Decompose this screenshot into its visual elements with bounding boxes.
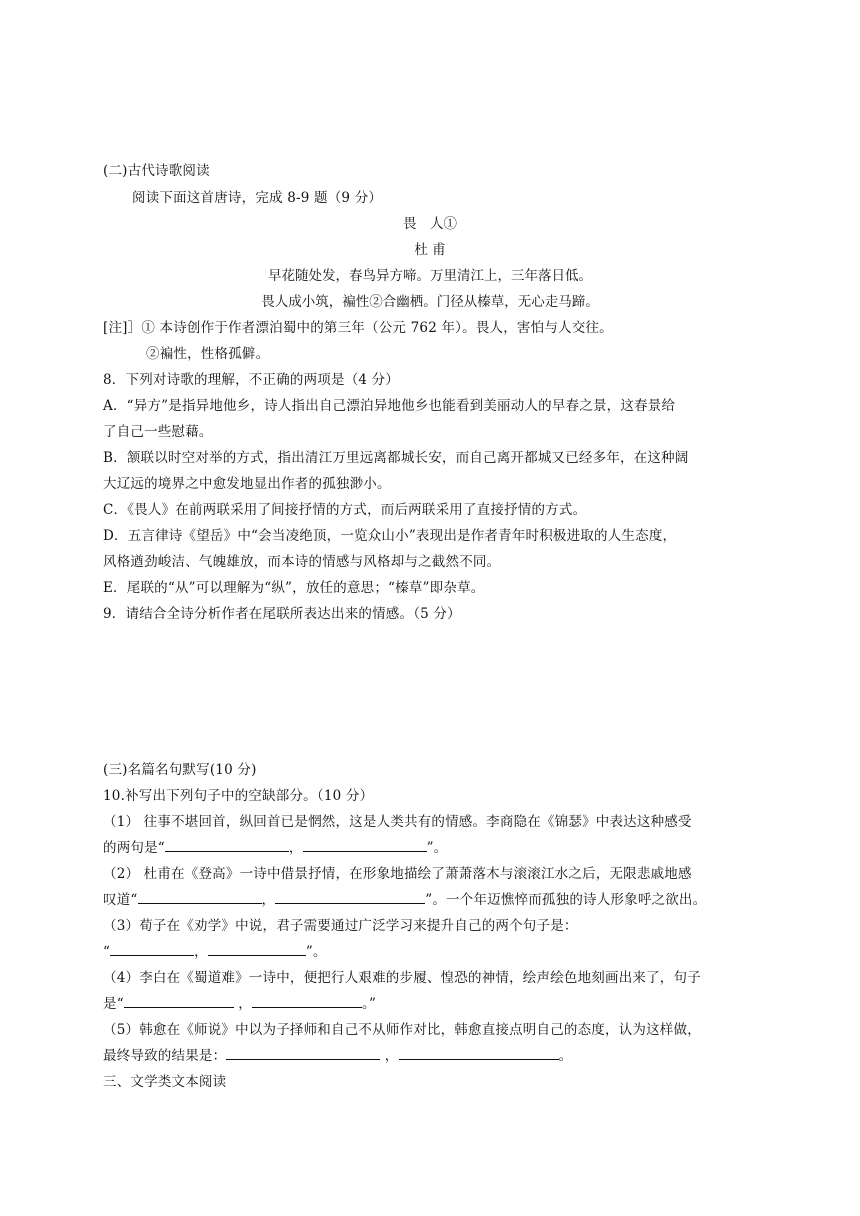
answer-blank[interactable]	[138, 891, 262, 904]
q8-option-d-line-1: D．五言律诗《望岳》中“会当凌绝顶，一览众山小”表现出是作者青年时积极进取的人生态度，	[103, 528, 677, 544]
answer-blank[interactable]	[399, 1047, 559, 1060]
q10-item-5-line-2	[103, 1047, 572, 1065]
poem-line-1: 早花随处发，春鸟异方啼。万里清江上，三年落日低。	[268, 268, 592, 284]
q8-option-e: E．尾联的“从”可以理解为“纵”，放任的意思；“榛草”即杂草。	[103, 580, 485, 596]
answer-blank[interactable]	[275, 891, 425, 904]
q10-item-3-prefix: “	[103, 944, 111, 960]
q10-item-1-line-1: （1） 往事不堪回首，纵回首已是惘然，这是人类共有的情感。李商隐在《锦瑟》中表达这种感受	[103, 814, 692, 830]
reading-instruction: 阅读下面这首唐诗，完成 8-9 题（9 分）	[132, 190, 383, 206]
answer-blank[interactable]	[208, 943, 306, 956]
q10-item-4-line-1: （4）李白在《蜀道难》一诗中，便把行人艰难的步履、惶恐的神情，绘声绘色地刻画出来了，句子	[103, 970, 701, 986]
q10-item-5-prefix: 最终导致的结果是：	[103, 1048, 227, 1064]
answer-blank[interactable]	[165, 839, 289, 852]
q8-option-d-line-2: 风格遒劲峻洁、气魄雄放，而本诗的情感与风格却与之截然不同。	[103, 554, 501, 570]
answer-blank[interactable]	[124, 995, 234, 1008]
q10-item-2-line-2	[103, 891, 706, 909]
poem-title: 畏 人①	[403, 216, 457, 232]
section-heading-dictation: (三)名篇名句默写(10 分)	[103, 762, 257, 778]
answer-blank[interactable]	[252, 995, 362, 1008]
q8-option-b-line-2: 大辽远的境界之中愈发地显出作者的孤独渺小。	[103, 476, 391, 492]
q10-item-5-line-1: （5）韩愈在《师说》中以为子择师和自己不从师作对比，韩愈直接点明自己的态度，认为这样做，	[103, 1022, 701, 1038]
q10-item-2-prefix: 叹道“	[103, 892, 138, 908]
q10-item-1-prefix: 的两句是“	[103, 840, 165, 856]
q10-item-4-prefix: 是“	[103, 996, 124, 1012]
q10-item-2-suffix: ”。一个年迈憔悴而孤独的诗人形象呼之欲出。	[425, 892, 707, 908]
question-8-stem: 8．下列对诗歌的理解，不正确的两项是（4 分）	[103, 372, 400, 388]
poem-note-1: [注]］① 本诗创作于作者漂泊蜀中的第三年（公元 762 年）。畏人，害怕与人交往。	[103, 320, 613, 336]
answer-blank[interactable]	[303, 839, 427, 852]
q10-item-4-comma: ，	[233, 996, 253, 1012]
poem-line-2: 畏人成小筑，褊性②合幽栖。门径从榛草，无心走马蹄。	[261, 294, 599, 310]
q10-item-5-suffix: 。	[558, 1048, 573, 1064]
q8-option-c: C．《畏人》在前两联采用了间接抒情的方式，而后两联采用了直接抒情的方式。	[103, 502, 587, 518]
q10-item-3-comma: ，	[194, 944, 208, 960]
q10-item-3-suffix: ”。	[305, 944, 327, 960]
q10-item-3-line-1: （3）荀子在《劝学》中说，君子需要通过广泛学习来提升自己的两个句子是：	[103, 918, 578, 934]
answer-blank[interactable]	[226, 1047, 380, 1060]
q8-option-a-line-2: 了自己一些慰藉。	[103, 424, 213, 440]
q10-item-4-line-2	[103, 995, 376, 1013]
poem-author: 杜 甫	[414, 242, 446, 258]
poem-note-2: ②褊性，性格孤僻。	[146, 346, 270, 362]
q8-option-b-line-1: B．颔联以时空对举的方式，指出清江万里远离都城长安，而自己离开都城又已经多年，在这种阔	[103, 450, 689, 466]
question-10-stem: 10.补写出下列句子中的空缺部分。（10 分）	[103, 788, 374, 804]
q8-option-a-line-1: A．“异方”是指异地他乡，诗人指出自己漂泊异地他乡也能看到美丽动人的早春之景，这春景给	[103, 398, 676, 414]
question-9: 9．请结合全诗分析作者在尾联所表达出来的情感。（5 分）	[103, 606, 461, 622]
section-heading-literary-reading: 三、文学类文本阅读	[103, 1074, 227, 1090]
q10-item-2-comma: ，	[261, 892, 276, 908]
q10-item-2-line-1: （2） 杜甫在《登高》一诗中借景抒情，在形象地描绘了萧萧落木与滚滚江水之后，无限悲戚地感	[103, 866, 692, 882]
q10-item-4-suffix: 。”	[362, 996, 377, 1012]
q10-item-3-line-2	[103, 943, 327, 961]
q10-item-5-comma: ，	[380, 1048, 399, 1064]
q10-item-1-comma: ，	[288, 840, 303, 856]
answer-blank[interactable]	[110, 943, 194, 956]
q10-item-1-suffix: ”。	[426, 840, 448, 856]
section-heading-poetry: (二)古代诗歌阅读	[103, 163, 210, 179]
q10-item-1-line-2	[103, 839, 447, 857]
